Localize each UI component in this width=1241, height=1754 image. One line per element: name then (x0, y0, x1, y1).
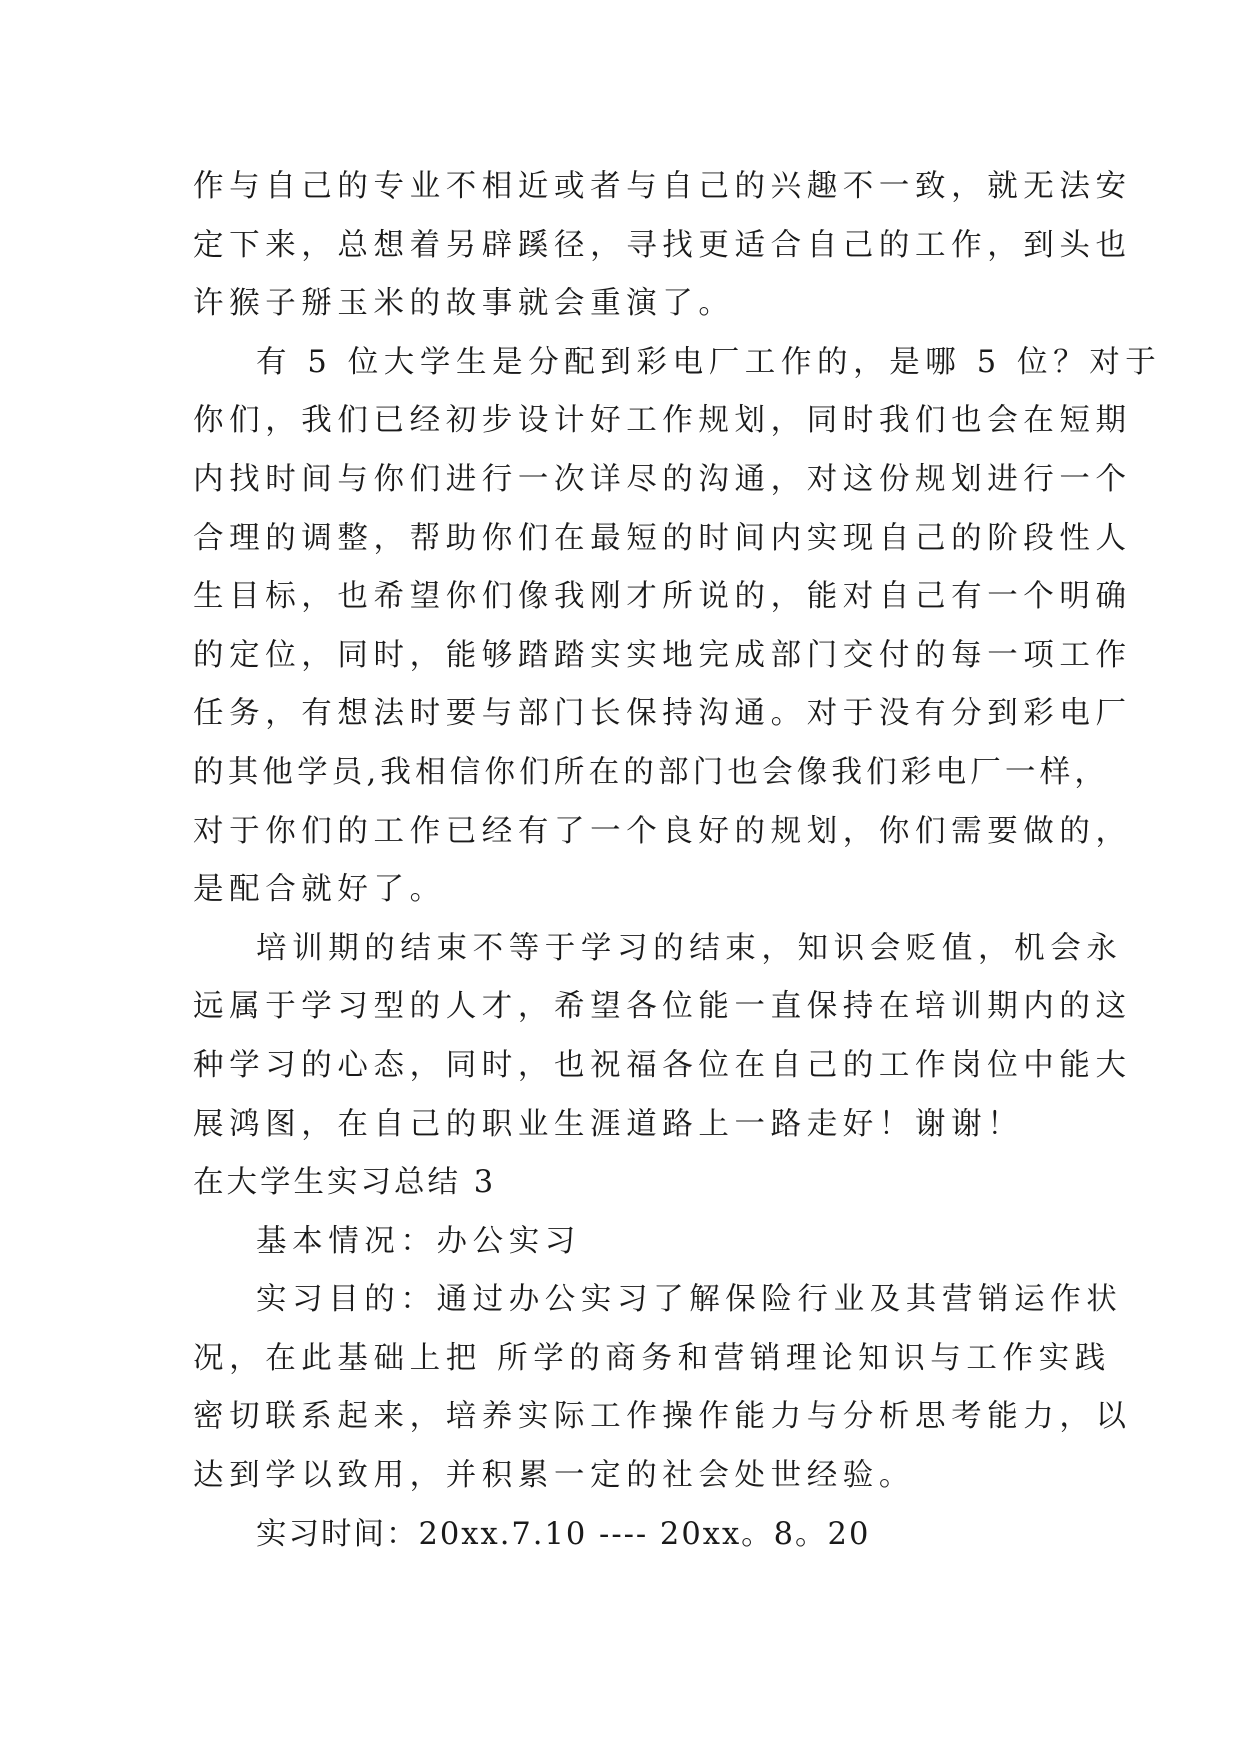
text-line: 况，在此基础上把 所学的商务和营销理论知识与工作实践 (193, 1340, 1111, 1376)
text-line: 合理的调整，帮助你们在最短的时间内实现自己的阶段性人 (193, 520, 1132, 556)
text-line: 远属于学习型的人才，希望各位能一直保持在培训期内的这 (193, 989, 1132, 1025)
text-line: 培训期的结束不等于学习的结束，知识会贬值，机会永 (256, 930, 1123, 966)
paragraph (193, 158, 1132, 334)
text-line: 基本情况：办公实习 (256, 1223, 581, 1259)
text-line: 种学习的心态，同时，也祝福各位在自己的工作岗位中能大 (193, 1047, 1132, 1083)
text-line: 有 5 位大学生是分配到彩电厂工作的，是哪 5 位？对于 (256, 344, 1162, 380)
text-line: 对于你们的工作已经有了一个良好的规划，你们需要做的， (193, 813, 1132, 849)
text-line: 实习目的：通过办公实习了解保险行业及其营销运作状 (256, 1282, 1123, 1318)
text-line: 任务，有想法时要与部门长保持沟通。对于没有分到彩电厂 (193, 696, 1132, 732)
section-title: 在大学生实习总结 3 (193, 1165, 497, 1201)
text-line: 达到学以致用，并积累一定的社会处世经验。 (193, 1458, 915, 1494)
text-line: 定下来，总想着另辟蹊径，寻找更适合自己的工作，到头也 (193, 227, 1132, 263)
text-line: 是配合就好了。 (193, 872, 446, 908)
paragraph (193, 1506, 1053, 1565)
text-line: 内找时间与你们进行一次详尽的沟通，对这份规划进行一个 (193, 461, 1132, 497)
text-line: 作与自己的专业不相近或者与自己的兴趣不一致，就无法安 (193, 169, 1132, 204)
text-line: 许猴子掰玉米的故事就会重演了。 (193, 286, 735, 322)
text-line: 你们，我们已经初步设计好工作规划，同时我们也会在短期 (193, 403, 1132, 439)
text-line: 密切联系起来，培养实际工作操作能力与分析思考能力，以 (193, 1399, 1132, 1435)
text-line: 生目标，也希望你们像我刚才所说的，能对自己有一个明确 (193, 579, 1132, 615)
text-line: 展鸿图，在自己的职业生涯道路上一路走好！谢谢！ (193, 1106, 1024, 1142)
text-line: 的定位，同时，能够踏踏实实地完成部门交付的每一项工作 (193, 637, 1132, 673)
paragraph (193, 1213, 1053, 1272)
paragraph (193, 334, 1162, 920)
text-line: 实习时间：20xx.7.10 ---- 20xx。8。20 (256, 1516, 871, 1552)
text-line: 的其他学员,我相信你们所在的部门也会像我们彩电厂一样， (193, 754, 1110, 790)
paragraph (193, 1271, 1132, 1505)
document-page (193, 158, 1162, 1564)
paragraph (193, 920, 1132, 1154)
